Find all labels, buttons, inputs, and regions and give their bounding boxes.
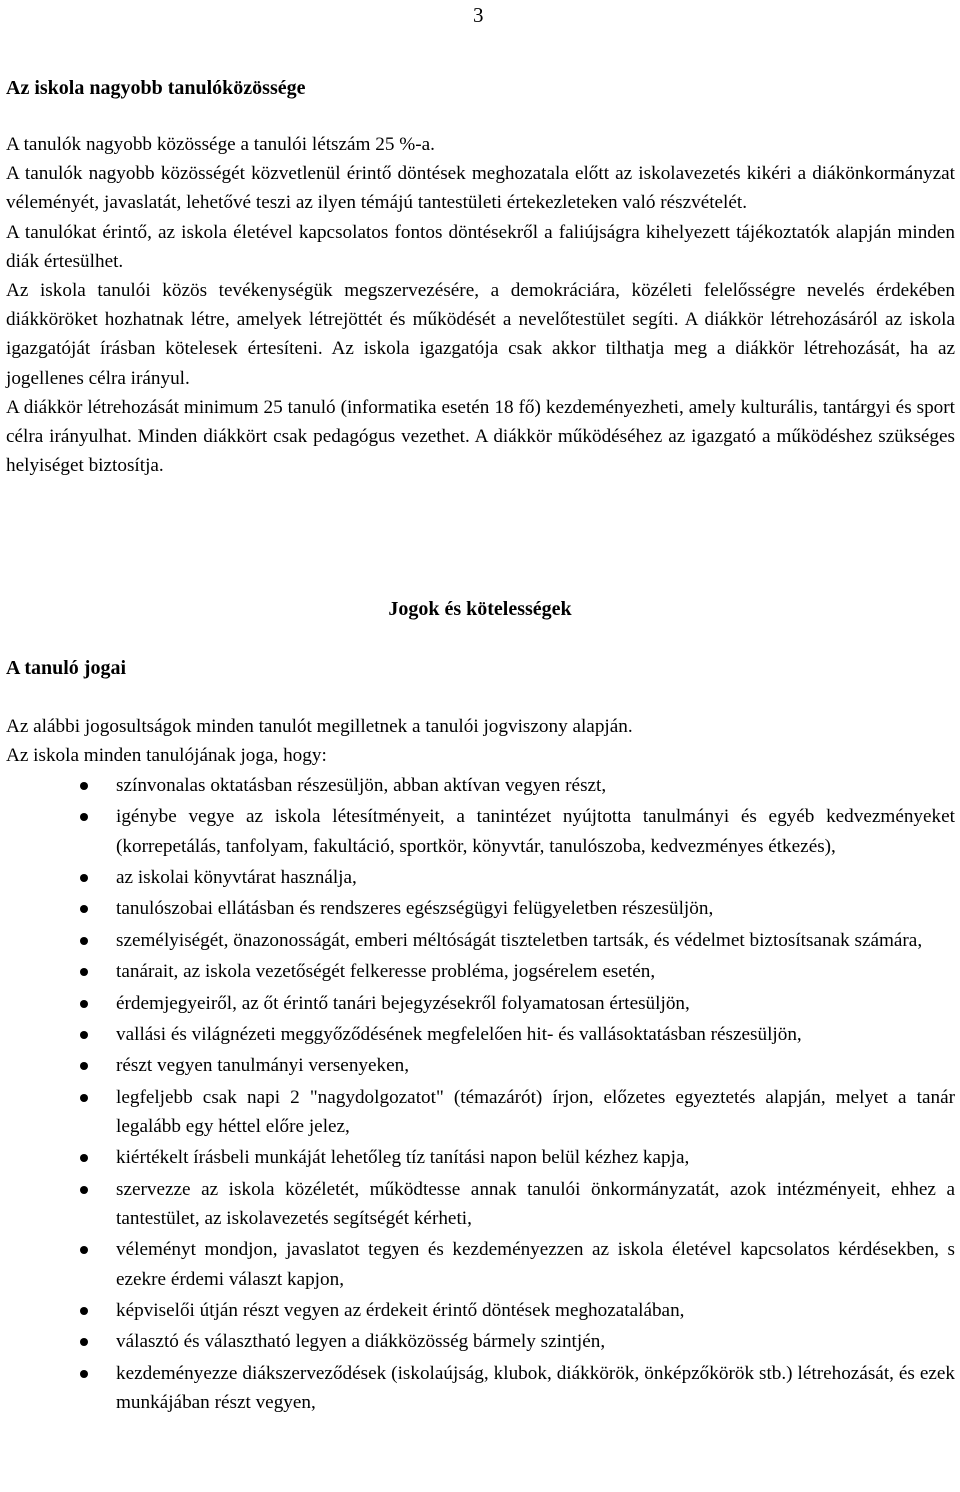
bullet-icon [80,1031,88,1039]
bullet-icon [80,813,88,821]
section-heading: Az iskola nagyobb tanulóközössége [6,77,306,99]
list-item-text: igénybe vegye az iskola létesítményeit, a tanintézet nyújtotta tanulmányi és egyéb kedvezményeket (korrepetálás, tanfolyam, fakultáció, sportkör, könyvtár, tanulószoba, kedvezményes étkezés), [116,806,955,857]
intro-line: Az alábbi jogosultságok minden tanulót megilletnek a tanulói jogviszony alapján. [6,716,633,737]
bullet-icon [80,1370,88,1378]
list-item [0,957,955,986]
bullet-icon [80,1338,88,1346]
intro-line: Az iskola minden tanulójának joga, hogy: [6,745,327,767]
list-item-text: legfeljebb csak napi 2 "nagydolgozatot" (témazárót) írjon, előzetes egyeztetés alapján, melyet a tanár legalább egy héttel előre jelez, [116,1086,955,1137]
rights-list [0,771,955,1419]
bullet-icon [80,968,88,976]
section-body [6,130,955,480]
list-item [0,1296,955,1325]
paragraph: A diákkör létrehozását minimum 25 tanuló (informatika esetén 18 fő) kezdeményezheti, amely kulturális, tantárgyi és sport célra irányulhat. Minden diákkört csak pedagógus vezethet. A diákkör működéséhez az igazgató a működéshez szükséges helyiséget biztosítja. [6,396,955,477]
bullet-icon [80,1154,88,1162]
list-item [0,1020,955,1049]
list-item-text: képviselői útján részt vegyen az érdekeit érintő döntések meghozatalában, [116,1299,685,1321]
page-number: 3 [473,3,484,27]
bullet-icon [80,782,88,790]
list-item [0,771,955,800]
list-item [0,1083,955,1141]
bullet-icon [80,874,88,882]
list-item-text: vallási és világnézeti meggyőződésének megfelelően hit- és vallásoktatásban részesüljön, [116,1023,802,1045]
bullet-icon [80,1246,88,1254]
list-item [0,1175,955,1233]
bullet-icon [80,1307,88,1315]
list-item-text: érdemjegyeiről, az őt érintő tanári bejegyzésekről folyamatosan értesüljön, [116,992,690,1014]
rights-intro [6,712,955,770]
rights-subtitle: A tanuló jogai [6,657,127,679]
list-item [0,989,955,1018]
paragraph: A tanulók nagyobb közösségét közvetlenül érintő döntések meghozatala előtt az iskolavezetés kikéri a diákönkormányzat véleményét, javaslatát, lehetővé teszi az ilyen témájú tantestületi értekezleteken való részvételét. [6,163,955,214]
list-item-text: színvonalas oktatásban részesüljön, abban aktívan vegyen részt, [116,775,607,796]
bullet-icon [80,1094,88,1102]
list-item [0,926,955,955]
list-item [0,1327,955,1356]
list-item [0,894,955,923]
list-item-text: személyiségét, önazonosságát, emberi méltóságát tiszteletben tartsák, és védelmet biztosítsanak számára, [116,929,923,951]
paragraph: Az iskola tanulói közös tevékenységük megszervezésére, a demokráciára, közéleti felelősségre nevelés érdekében diákköröket hozhatnak létre, amelyek létrejöttét és működését a nevelőtestület segíti. A diákkör létrehozásáról az iskola igazgatóját írásban kötelesek értesíteni. Az iskola igazgatója csak akkor tilthatja meg a diákkör létrehozását, ha az jogellenes célra irányul. [6,280,955,389]
list-item-text: választó és választható legyen a diákközösség bármely szintjén, [116,1331,606,1353]
list-item [0,1051,955,1080]
list-item-text: kiértékelt írásbeli munkáját lehetőleg tíz tanítási napon belül kézhez kapja, [116,1147,690,1169]
bullet-icon [80,905,88,913]
list-item-text: tanulószobai ellátásban és rendszeres egészségügyi felügyeletben részesüljön, [116,898,714,920]
bullet-icon [80,1000,88,1008]
paragraph: A tanulókat érintő, az iskola életével kapcsolatos fontos döntésekről a faliújságra kihelyezett tájékoztatók alapján minden diák értesülhet. [6,221,955,272]
list-item-text: részt vegyen tanulmányi versenyeken, [116,1055,410,1077]
list-item-text: szervezze az iskola közéletét, működtesse annak tanulói önkormányzatát, azok intézményeit, ehhez a tantestület, az iskolavezetés segítségét kérheti, [116,1178,955,1229]
list-item-text: tanárait, az iskola vezetőségét felkeresse probléma, jogsérelem esetén, [116,961,656,983]
bullet-icon [80,937,88,945]
list-item [0,1143,955,1172]
bullet-icon [80,1186,88,1194]
list-item [0,863,955,892]
rights-title: Jogok és kötelességek [388,598,572,620]
list-item-text: az iskolai könyvtárat használja, [116,866,357,888]
list-item-text: kezdeményezze diákszerveződések (iskolaújság, klubok, diákkörök, önképzőkörök stb.) létrehozását, és ezek munkájában részt vegyen, [116,1362,955,1413]
list-item [0,1235,955,1293]
list-item [0,1359,955,1417]
list-item-text: véleményt mondjon, javaslatot tegyen és kezdeményezzen az iskola életével kapcsolatos kérdésekben, s ezekre érdemi választ kapjon, [116,1239,955,1290]
paragraph: A tanulók nagyobb közössége a tanulói létszám 25 %-a. [6,134,435,155]
list-item [0,802,955,860]
bullet-icon [80,1062,88,1070]
